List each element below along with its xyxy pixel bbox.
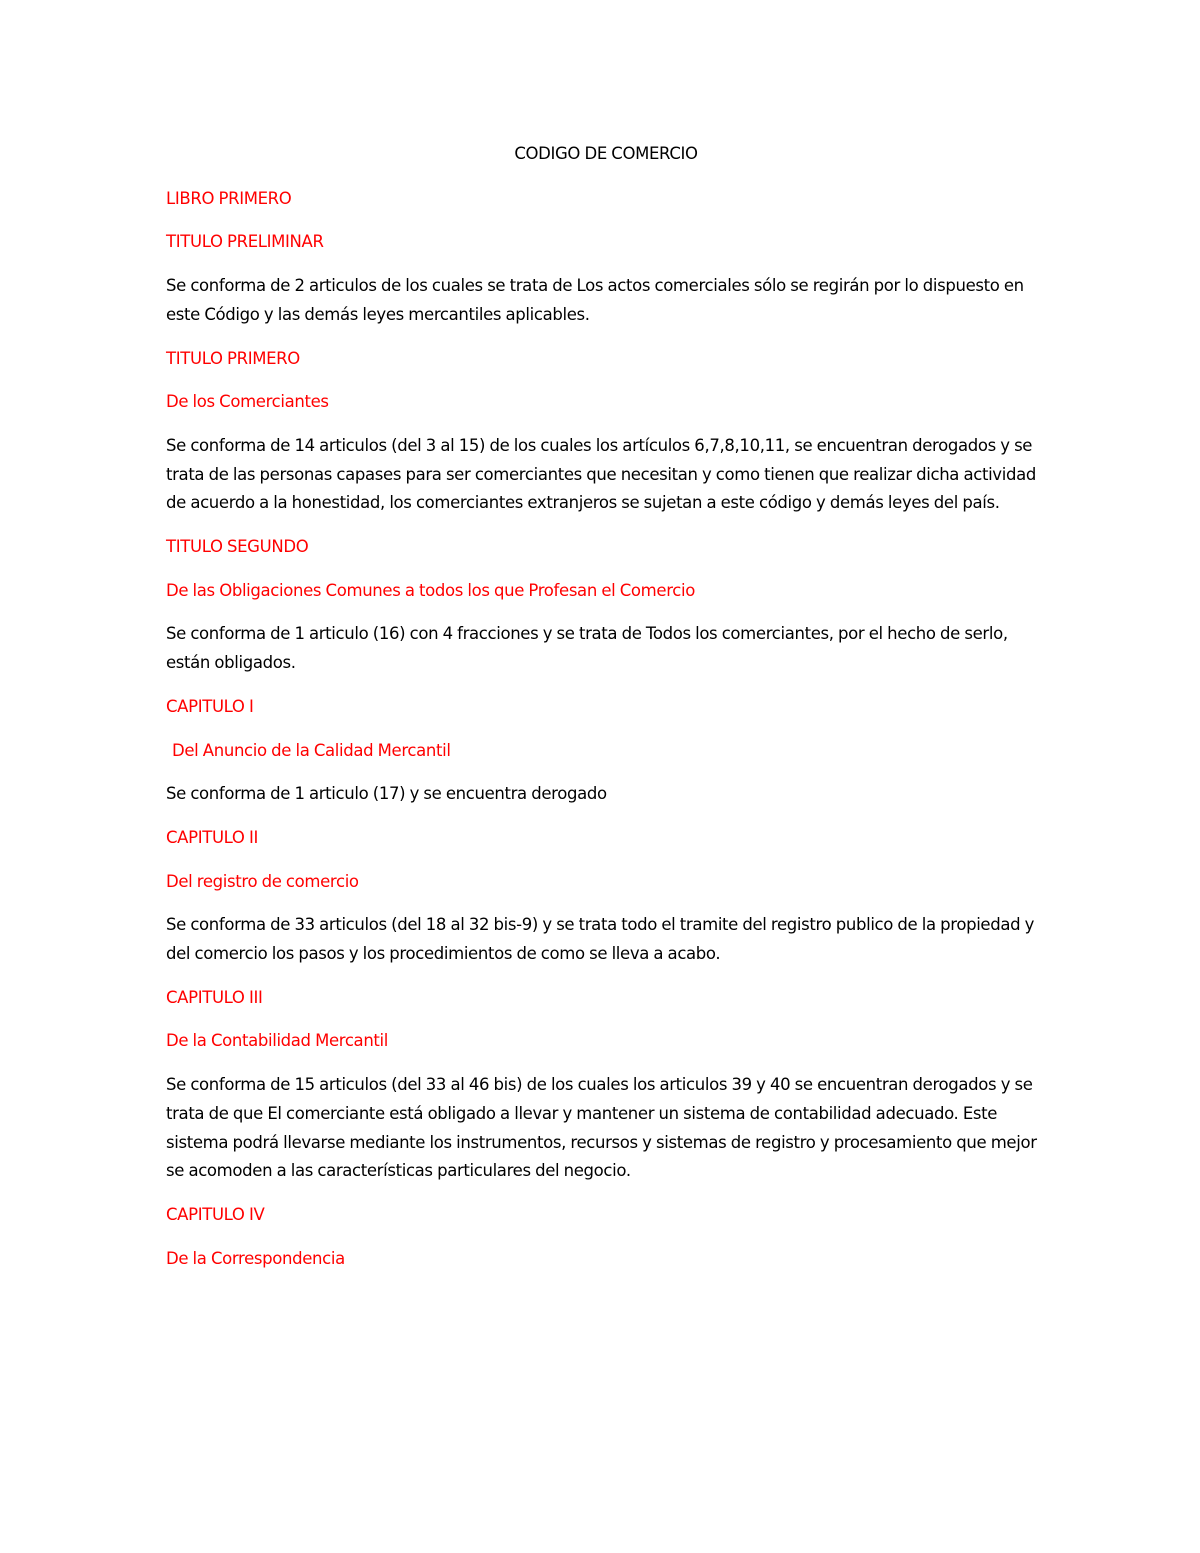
heading-capitulo-ii: CAPITULO II: [166, 827, 258, 847]
heading-correspondencia: De la Correspondencia: [166, 1248, 345, 1268]
heading-registro-de-comercio: Del registro de comercio: [166, 871, 359, 891]
heading-capitulo-i: CAPITULO I: [166, 696, 254, 716]
paragraph-capitulo-iii: Se conforma de 15 articulos (del 33 al 46 bis) de los cuales los articulos 39 y 40 se encuentran derogados y se trata de que El comerciante está obligado a llevar y mantener un sistema de contabilidad adecuado. Este sistema podrá llevarse mediante los instrumentos, recursos y sistemas de registro y procesamiento que mejor se acomoden a las características particulares del negocio.: [166, 1075, 1037, 1181]
paragraph-titulo-segundo: Se conforma de 1 articulo (16) con 4 fracciones y se trata de Todos los comerciantes, por el hecho de serlo, están obligados.: [166, 624, 1008, 673]
heading-titulo-segundo: TITULO SEGUNDO: [166, 537, 309, 557]
heading-libro-primero: LIBRO PRIMERO: [166, 188, 292, 208]
heading-obligaciones-comunes: De las Obligaciones Comunes a todos los que Profesan el Comercio: [166, 580, 695, 600]
paragraph-capitulo-i: Se conforma de 1 articulo (17) y se encuentra derogado: [166, 784, 607, 804]
heading-titulo-preliminar: TITULO PRELIMINAR: [166, 232, 324, 252]
document-title: CODIGO DE COMERCIO: [514, 144, 698, 163]
heading-de-los-comerciantes: De los Comerciantes: [166, 392, 329, 412]
heading-capitulo-iii: CAPITULO III: [166, 987, 263, 1007]
heading-anuncio-calidad-mercantil: Del Anuncio de la Calidad Mercantil: [172, 740, 451, 760]
document-page: [166, 140, 1046, 1288]
paragraph-titulo-preliminar: Se conforma de 2 articulos de los cuales se trata de Los actos comerciales sólo se regirán por lo dispuesto en este Código y las demás leyes mercantiles aplicables.: [166, 276, 1024, 324]
paragraph-capitulo-ii: Se conforma de 33 articulos (del 18 al 32 bis-9) y se trata todo el tramite del registro publico de la propiedad y del comercio los pasos y los procedimientos de como se lleva a acabo.: [166, 915, 1035, 964]
paragraph-titulo-primero: Se conforma de 14 articulos (del 3 al 15) de los cuales los artículos 6,7,8,10,11, se encuentran derogados y se trata de las personas capases para ser comerciantes que necesitan y como tienen que realizar dicha actividad de acuerdo a la honestidad, los comerciantes extranjeros se sujetan a este código y demás leyes del país.: [166, 435, 1036, 513]
heading-titulo-primero: TITULO PRIMERO: [166, 348, 300, 368]
heading-contabilidad-mercantil: De la Contabilidad Mercantil: [166, 1031, 389, 1051]
heading-capitulo-iv: CAPITULO IV: [166, 1204, 265, 1224]
